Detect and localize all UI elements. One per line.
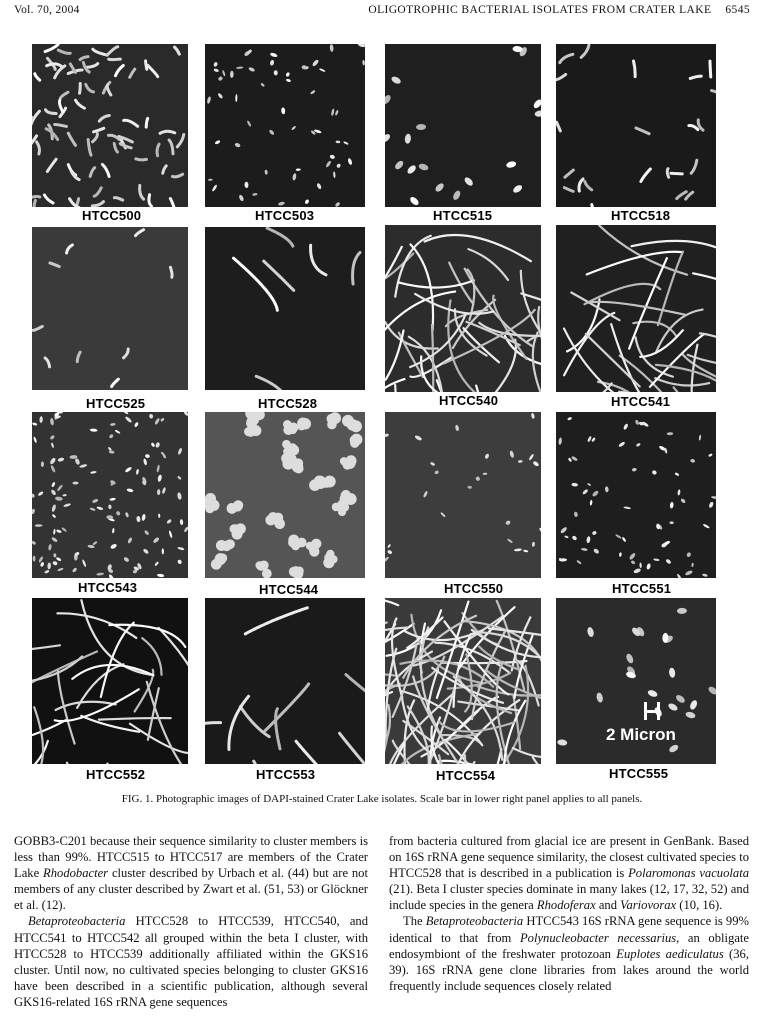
micrograph-texture	[205, 227, 365, 390]
panel-label: HTCC544	[259, 582, 319, 597]
scale-bar	[644, 702, 660, 720]
paragraph: Betaproteobacteria HTCC528 to HTCC539, HTCC540, and HTCC541 to HTCC542 all grouped within the beta I cluster, with HTCC528 to HTCC539 additionally affiliated within the GKS16 cluster. Until now, no cultivated species belonging to cluster GKS16 have been described in a scientific publication, although several GKS16-related 16S rRNA gene sequences	[14, 914, 368, 1009]
micrograph-texture	[385, 412, 541, 578]
body-column-left	[14, 833, 368, 1010]
micrograph-htcc540	[385, 225, 541, 392]
micrograph-htcc500	[32, 44, 188, 207]
micrograph-htcc543	[32, 412, 188, 578]
micrograph-htcc518	[556, 44, 716, 207]
micrograph-htcc551	[556, 412, 716, 578]
micrograph-htcc544	[205, 412, 365, 578]
panel-label: HTCC555	[609, 766, 669, 781]
body-column-right	[389, 833, 749, 994]
micrograph-htcc550	[385, 412, 541, 578]
micrograph-texture	[32, 227, 188, 390]
panel-label: HTCC551	[612, 581, 672, 596]
micrograph-texture	[556, 225, 716, 392]
micrograph-htcc541	[556, 225, 716, 392]
micrograph-htcc553	[205, 598, 365, 764]
volume-label: Vol. 70, 2004	[14, 4, 80, 16]
micrograph-htcc552	[32, 598, 188, 764]
micrograph-texture	[385, 44, 541, 207]
panel-label: HTCC554	[436, 768, 496, 783]
micrograph-texture	[32, 598, 188, 764]
micrograph-htcc525	[32, 227, 188, 390]
panel-label: HTCC518	[611, 208, 671, 223]
micrograph-htcc554	[385, 598, 541, 764]
micrograph-htcc528	[205, 227, 365, 390]
micrograph-htcc515	[385, 44, 541, 207]
micrograph-texture	[32, 44, 188, 207]
micrograph-htcc555	[556, 598, 716, 764]
micrograph-texture	[32, 412, 188, 578]
panel-label: HTCC500	[82, 208, 142, 223]
panel-label: HTCC541	[611, 394, 671, 409]
paragraph: from bacteria cultured from glacial ice are present in GenBank. Based on 16S rRNA gene sequence similarity, the closest cultivated species to HTCC528 that is described in a publication is Polaromonas vacuolata (21). Beta I cluster species dominate in many lakes (12, 17, 32, 52) and include species in the genera Rhodoferax and Variovorax (10, 16).	[389, 834, 749, 913]
panel-label: HTCC553	[256, 767, 316, 782]
page-number: 6545	[725, 4, 750, 16]
running-header	[0, 4, 764, 20]
micrograph-texture	[205, 412, 365, 578]
panel-label: HTCC552	[86, 767, 146, 782]
panel-label: HTCC540	[439, 393, 499, 408]
panel-label: HTCC515	[433, 208, 493, 223]
scale-bar-label: 2 Micron	[606, 725, 676, 744]
panel-label: HTCC525	[86, 396, 146, 411]
running-title-text: OLIGOTROPHIC BACTERIAL ISOLATES FROM CRATER LAKE	[368, 4, 712, 16]
micrograph-texture	[385, 598, 541, 764]
micrograph-texture	[205, 598, 365, 764]
panel-label: HTCC543	[78, 580, 138, 595]
paragraph: GOBB3-C201 because their sequence similarity to cluster members is less than 99%. HTCC515 to HTCC517 are members of the Crater Lake Rhodobacter cluster described by Urbach et al. (44) but are not members of any cluster described by Zwart et al. (51, 53) or Glöckner et al. (12).	[14, 834, 368, 913]
running-title	[368, 4, 750, 16]
figure-caption: FIG. 1. Photographic images of DAPI-stained Crater Lake isolates. Scale bar in lower right panel applies to all panels.	[121, 793, 643, 805]
micrograph-htcc503	[205, 44, 365, 207]
panel-label: HTCC503	[255, 208, 315, 223]
paragraph: The Betaproteobacteria HTCC543 16S rRNA gene sequence is 99% identical to that from Polynucleobacter necessarius, an obligate endosymbiont of the freshwater protozoan Euplotes aediculatus (36, 39). 16S rRNA gene clone libraries from lakes around the world frequently include sequences closely related	[389, 914, 749, 993]
micrograph-texture	[385, 225, 541, 392]
micrograph-texture	[205, 44, 365, 207]
panel-label: HTCC528	[258, 396, 318, 411]
micrograph-texture	[556, 44, 716, 207]
panel-label: HTCC550	[444, 581, 504, 596]
micrograph-texture	[556, 412, 716, 578]
